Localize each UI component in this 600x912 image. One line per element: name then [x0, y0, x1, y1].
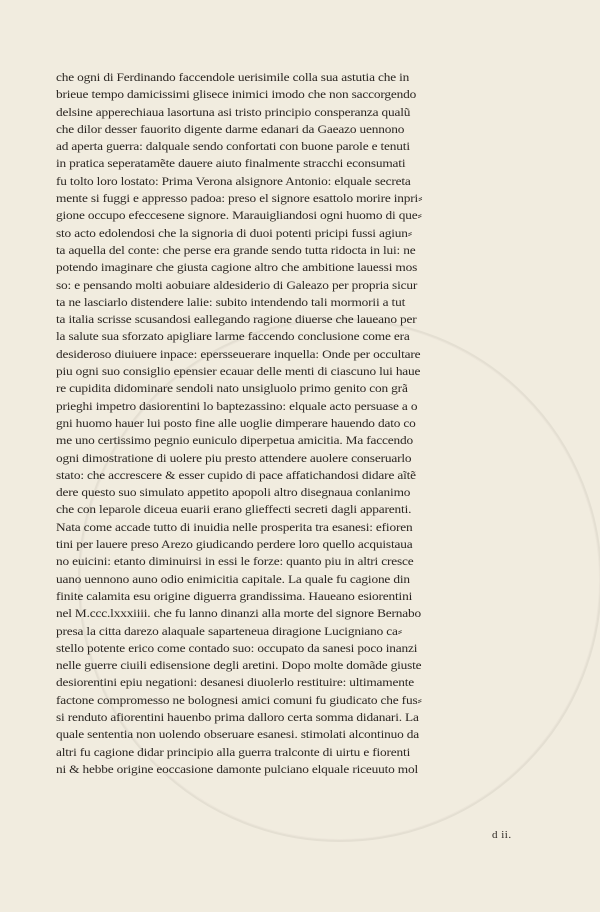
signature-mark: d ii. — [492, 829, 512, 841]
text-line: ta ne lasciarlo distendere lalie: subito intendendo tali mormorii a tut — [56, 295, 406, 309]
text-line: si renduto afiorentini hauenbo prima dalloro certa somma didanari. La — [56, 710, 419, 724]
text-line: che con leparole diceua euarii erano glieffecti secreti dagli apparenti. — [56, 503, 412, 517]
text-line: ogni dimostratione di uolere piu presto attendere auolere conseruarlo — [56, 451, 412, 465]
text-line: gni huomo hauer lui posto fine alle uoglie dimperare hauendo dato co — [56, 416, 416, 430]
text-line: stello potente erico come contado suo: occupato da sanesi poco inanzi — [56, 641, 418, 655]
text-line: factone compromesso ne bolognesi amici comuni fu giudicato che fus⸗ — [56, 693, 422, 707]
text-line: dere questo suo simulato appetito apopoli altro disegnaua conlanimo — [56, 486, 411, 500]
text-line: altri fu cagione didar principio alla guerra tralconte di uirtu e fiorenti — [56, 745, 411, 759]
text-line: ta italia scrisse scusandosi eallegando ragione diuerse che laueano per — [56, 313, 417, 327]
text-line: fu tolto loro lostato: Prima Verona alsignore Antonio: elquale secreta — [56, 174, 411, 188]
text-line: quale sententia non uolendo obseruare esanesi. stimolati alcontinuo da — [56, 728, 420, 742]
text-line: mente si fuggi e appresso padoa: preso el signore esattolo morire inpri⸗ — [56, 192, 423, 206]
text-line: stato: che accrescere & esser cupido di pace affatichandosi didare aĩtẽ — [56, 468, 416, 482]
text-line: in pratica seperatamẽte dauere aiuto finalmente stracchi econsumati — [56, 157, 406, 171]
text-line: nel M.ccc.lxxxiiii. che fu lanno dinanzi alla morte del signore Bernabo — [56, 607, 422, 621]
text-line: sto acto edolendosi che la signoria di duoi potenti pricipi fussi agiun⸗ — [56, 226, 413, 240]
text-line: nelle guerre ciuili edisensione degli aretini. Dopo molte domãde giuste — [56, 659, 422, 673]
text-line: finite calamita esu origine diguerra grandissima. Haueano esiorentini — [56, 589, 413, 603]
text-line: gione occupo efeccesene signore. Marauigliandosi ogni huomo di que⸗ — [56, 209, 422, 223]
text-line: brieue tempo damicissimi glisece inimici imodo che non saccorgendo — [56, 88, 417, 102]
text-line: che ogni di Ferdinando faccendole uerisimile colla sua astutia che in — [56, 71, 410, 84]
text-line: uano uennono auno odio enimicitia capitale. La quale fu cagione din — [56, 572, 410, 586]
text-line: la salute sua sforzato apigliare larme faccendo conclusione come era — [56, 330, 410, 344]
text-line: me uno certissimo pegnio euniculo diperpetua amicitia. Ma faccendo — [56, 434, 414, 448]
text-line: re cupidita didominare sendoli nato unsigluolo primo genito con grã — [56, 382, 408, 396]
text-line: no euicini: etanto diminuirsi in essi le forze: quanto piu in altri cresce — [56, 555, 414, 569]
text-line: desideroso diuiuere inpace: epersseuerare inquella: Onde per occultare — [56, 347, 421, 361]
text-line: desiorentini epiu negationi: desanesi diuolerlo restituire: ultimamente — [56, 676, 415, 690]
text-line: potendo imaginare che giusta cagione altro che ambitione lauessi mos — [56, 261, 418, 275]
text-line: ad aperta guerra: dalquale sendo confortati con buone parole e tenuti — [56, 140, 410, 154]
text-line: prieghi impetro dasiorentini lo baptezassino: elquale acto persuase a o — [56, 399, 418, 413]
text-line: Nata come accade tutto di inuidia nelle prosperita tra esanesi: efioren — [56, 520, 413, 534]
text-line: delsine apperechiaua lasortuna asi tristo principio consperanza qualũ — [56, 105, 411, 119]
text-line: piu ogni suo consiglio epensier ecauar delle menti di ciascuno lui haue — [56, 365, 421, 379]
text-line: ta aquella del conte: che perse era grande sendo tutta ridocta in lui: ne — [56, 243, 416, 257]
text-block — [56, 69, 556, 778]
text-line: so: e pensando molti aobuiare aldesiderio di Galeazo per propria sicur — [56, 278, 418, 292]
text-line: tini per lauere preso Arezo giudicando perdere loro quello acquistaua — [56, 538, 413, 552]
text-line: che dilor desser fauorito digente darme edanari da Gaeazo uennono — [56, 122, 405, 136]
text-line: ni & hebbe origine eoccasione damonte pulciano elquale riceuuto mol — [56, 762, 419, 776]
text-line: presa la citta darezo alaquale saparteneua diragione Lucigniano ca⸗ — [56, 624, 403, 638]
